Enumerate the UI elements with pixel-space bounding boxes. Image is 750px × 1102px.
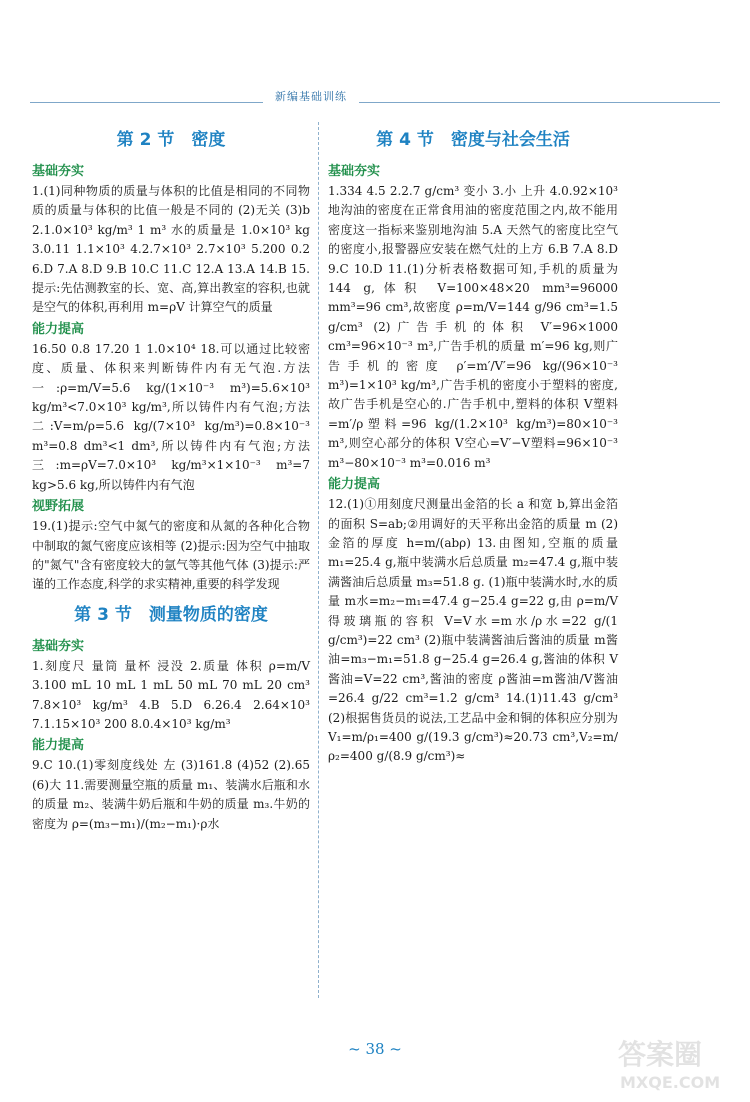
watermark-line2: MXQE.COM (620, 1073, 721, 1092)
subheading-improve: 能力提高 (328, 477, 381, 493)
answers-basic: 1.(1)同种物质的质量与体积的比值是相同的不同物质的质量与体积的比值一般是不同的 (2)无关 (3)b 2.1.0×10³ kg/m³ 1 m³ 水的质量是 1.0×10³ kg 3.0.11 1.1×10³ 4.2.7×10³ 2.7×10³ 5.200 0.2 6.D 7.A 8.D 9.B 10.C 11.C 12.A 13.A 14.B 15.提示:先估测教室的长、宽、高,算出教室的容积,也就是空气的体积,再利用 m=ρV 计算空气的质量 (32, 184, 310, 315)
answers-improve: 9.C 10.(1)零刻度线处 左 (3)161.8 (4)52 (2).65 (6)大 11.需要测量空瓶的质量 m₁、装满水后瓶和水的质量 m₂、装满牛奶后瓶和牛奶的质量 m₃.牛奶的密度为 ρ=(m₃−m₁)/(m₂−m₁)·ρ水 (32, 758, 310, 831)
subheading-expand: 视野拓展 (32, 499, 85, 515)
answers-improve: 16.50 0.8 17.20 1 1.0×10⁴ 18.可以通过比较密度、质量、体积来判断铸件内有无气泡.方法一:ρ=m/V=5.6 kg/(1×10⁻³ m³)=5.6×10³ kg/m³<7.0×10³ kg/m³,所以铸件内有气泡;方法二:V=m/ρ=5.6 kg/(7×10³ kg/m³)=0.8×10⁻³ m³=0.8 dm³<1 dm³,所以铸件内有气泡;方法三:m=ρV=7.0×10³ kg/m³×1×10⁻³ m³=7 kg>5.6 kg,所以铸件内有气泡 (32, 341, 310, 492)
section-title-3: 第 3 节 测量物质的密度 (74, 604, 268, 625)
page-number: ~ 38 ~ (348, 1040, 402, 1058)
subheading-improve: 能力提高 (32, 321, 85, 337)
header-rule (30, 102, 720, 103)
answers-expand: 19.(1)提示:空气中氮气的密度和从氮的各种化合物中制取的氮气密度应该相等 (2)提示:因为空气中抽取的"氮气"含有密度较大的氩气等其他气体 (3)提示:严谨的工作态度,科学的求实精神,重要的科学发现 (32, 519, 310, 592)
section-title-4: 第 4 节 密度与社会生活 (376, 130, 570, 150)
subheading-basic: 基础夯实 (32, 638, 85, 654)
answers-improve: 12.(1)①用刻度尺测量出金箔的长 a 和宽 b,算出金箔的面积 S=ab;②用调好的天平称出金箔的质量 m (2)金箔的厚度 h=m/(abρ) 13.由图知,空瓶的质量 m₁=25.4 g,瓶中装满水后总质量 m₂=47.4 g,瓶中装满酱油后总质量 m₃=51.8 g. (1)瓶中装满水时,水的质量 m水=m₂−m₁=47.4 g−25.4 g=22 g,由 ρ=m/V 得玻璃瓶的容积 V=V水=m水/ρ水=22 g/(1 g/cm³)=22 cm³ (2)瓶中装满酱油后酱油的质量 m酱油=m₃−m₁=51.8 g−25.4 g=26.4 g,酱油的体积 V酱油=V=22 cm³,酱油的密度 ρ酱油=m酱油/V酱油=26.4 g/22 cm³=1.2 g/cm³ 14.(1)11.43 g/cm³ (2)根据售货员的说法,工艺品中金和铜的体积应分别为 V₁=m/ρ₁=400 g/(19.3 g/cm³)≈20.73 cm³,V₂=m/ρ₂=400 g/(8.9 g/cm³)≈ (328, 497, 618, 764)
subheading-improve: 能力提高 (32, 738, 85, 754)
header-label: 新编基础训练 (263, 88, 359, 106)
left-column (32, 120, 310, 834)
column-divider (318, 122, 319, 998)
answers-basic: 1.刻度尺 量筒 量杯 浸没 2.质量 体积 ρ=m/V 3.100 mL 10 mL 1 mL 50 mL 70 mL 20 cm³ 7.8×10³ kg/m³ 4.B 5.D 6.26.4 2.64×10³ 7.1.15×10³ 200 8.0.4×10³ kg/m³ (32, 658, 310, 731)
right-column (328, 120, 618, 767)
section-title-2: 第 2 节 密度 (116, 130, 226, 150)
watermark-logo (610, 1030, 740, 1096)
watermark-line1: 答案圈 (618, 1038, 703, 1071)
subheading-basic: 基础夯实 (328, 164, 381, 179)
answers-basic: 1.334 4.5 2.2.7 g/cm³ 变小 3.小 上升 4.0.92×10³ 地沟油的密度在正常食用油的密度范围之内,故不能用密度这一指标来鉴别地沟油 5.A 天然气的密度比空气的密度小,报警器应安装在燃气灶的上方 6.B 7.A 8.D 9.C 10.D 11.(1)分析表格数据可知,手机的质量为 144 g,体积 V=100×48×20 mm³=96000 mm³=96 cm³,故密度 ρ=m/V=144 g/96 cm³=1.5 g/cm³ (2)广告手机的体积 V′=96×1000 cm³=96×10⁻³ m³,广告手机的质量 m′=96 kg,则广告手机的密度 ρ′=m′/V′=96 kg/(96×10⁻³ m³)=1×10³ kg/m³,广告手机的密度小于塑料的密度,故广告手机是空心的.广告手机中,塑料的体积 V塑料=m′/ρ塑料=96 kg/(1.2×10³ kg/m³)=80×10⁻³ m³,则空心部分的体积 V空心=V′−V塑料=96×10⁻³ m³−80×10⁻³ m³=0.016 m³ (328, 184, 618, 470)
subheading-basic: 基础夯实 (32, 164, 85, 179)
